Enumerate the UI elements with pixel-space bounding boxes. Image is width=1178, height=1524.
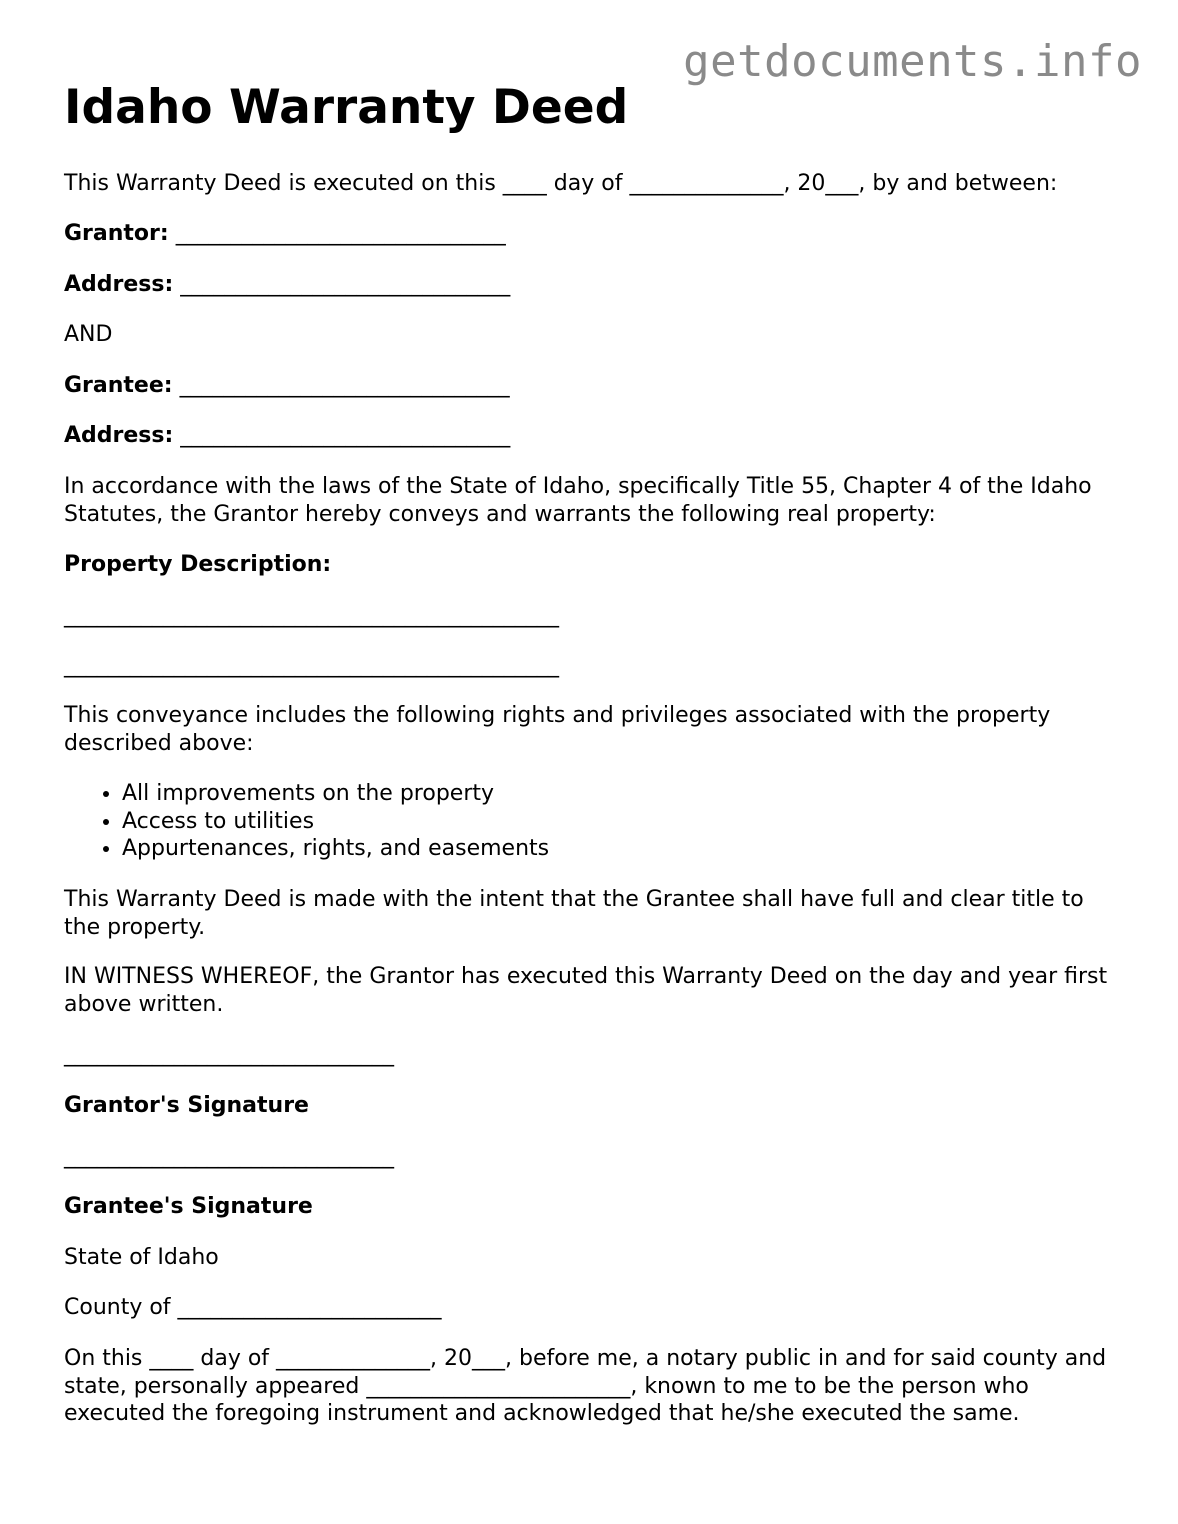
grantee-address-blank[interactable]: ______________________________ bbox=[180, 423, 511, 448]
grantor-signature-line[interactable]: ______________________________ bbox=[64, 1042, 394, 1067]
rights-list bbox=[64, 780, 549, 863]
conveyance-paragraph: In accordance with the laws of the State of Idaho, specifically Title 55, Chapter 4 of the Idaho Statutes, the Grantor hereby conveys and warrants the following real property: bbox=[64, 474, 1092, 527]
grantee-address-label: Address: bbox=[64, 423, 174, 448]
property-line-1[interactable]: _____________________________________________ bbox=[64, 603, 559, 628]
property-line-2[interactable]: _____________________________________________ bbox=[64, 653, 559, 678]
and-text: AND bbox=[64, 322, 113, 347]
watermark: getdocuments.info bbox=[683, 36, 1142, 87]
grantee-signature-line[interactable]: ______________________________ bbox=[64, 1144, 394, 1169]
rights-intro-paragraph: This conveyance includes the following rights and privileges associated with the property described above: bbox=[64, 703, 1051, 756]
county-line[interactable]: County of ________________________ bbox=[64, 1295, 442, 1320]
grantor-blank[interactable]: ______________________________ bbox=[175, 221, 506, 246]
list-item: • All improvements on the property bbox=[122, 780, 549, 808]
witness-paragraph: IN WITNESS WHEREOF, the Grantor has executed this Warranty Deed on the day and year first above written. bbox=[64, 964, 1108, 1017]
document-title: Idaho Warranty Deed bbox=[64, 80, 629, 135]
grantor-signature-label: Grantor's Signature bbox=[64, 1093, 309, 1118]
intro-line: This Warranty Deed is executed on this ____ day of ______________, 20___, by and between: bbox=[64, 171, 1058, 196]
notary-paragraph: On this ____ day of ______________, 20___, before me, a notary public in and for said county and state, personally appeared ________________________, known to me to be the person who executed the foregoing instrument and acknowledged that he/she executed the same. bbox=[64, 1346, 1107, 1426]
grantee-blank[interactable]: ______________________________ bbox=[179, 373, 510, 398]
intent-paragraph: This Warranty Deed is made with the intent that the Grantee shall have full and clear title to the property. bbox=[64, 887, 1084, 940]
grantor-address-blank[interactable]: ______________________________ bbox=[180, 272, 511, 297]
grantee-address-field bbox=[64, 422, 510, 450]
grantee-field bbox=[64, 372, 510, 400]
grantee-signature-label: Grantee's Signature bbox=[64, 1194, 313, 1219]
grantor-address-field bbox=[64, 271, 510, 299]
list-item: • Appurtenances, rights, and easements bbox=[122, 835, 549, 863]
state-line: State of Idaho bbox=[64, 1245, 219, 1270]
list-item: • Access to utilities bbox=[122, 808, 549, 836]
property-description-heading: Property Description: bbox=[64, 552, 332, 577]
grantor-address-label: Address: bbox=[64, 272, 174, 297]
grantor-field bbox=[64, 220, 506, 248]
grantor-label: Grantor: bbox=[64, 221, 169, 246]
grantee-label: Grantee: bbox=[64, 373, 173, 398]
